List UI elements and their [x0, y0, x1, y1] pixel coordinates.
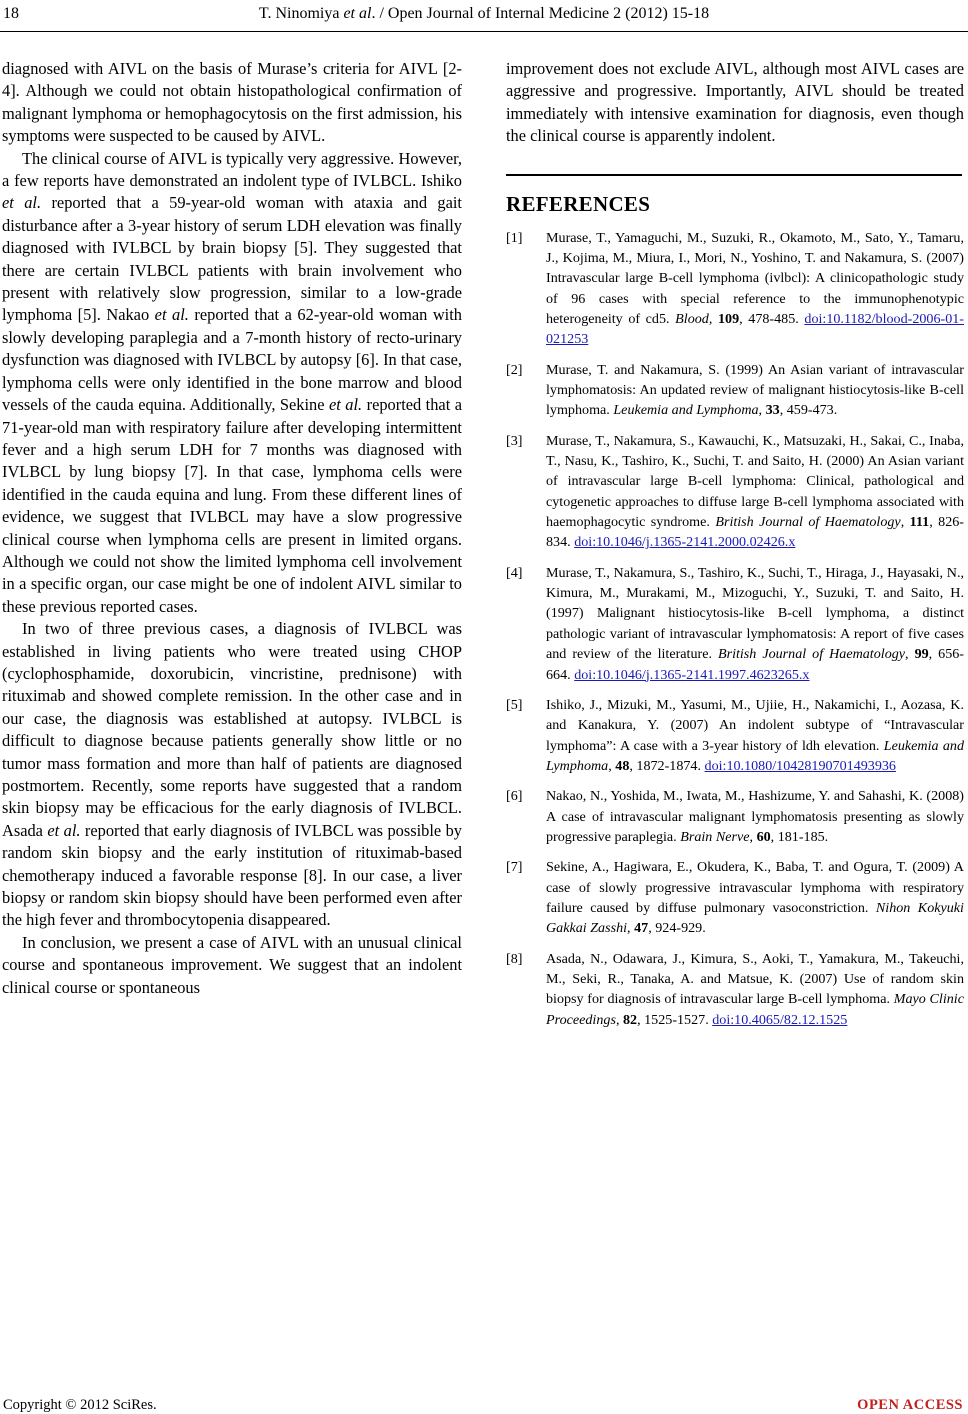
reference-text: Asada, N., Odawara, J., Kimura, S., Aoki, T., Yamakura, M., Takeuchi, M., Seki, R., Tanaka, A. and Matsue, K. (2007) Use of random skin biopsy for diagnosis of intravascular large B-cell lymphoma. Mayo Clinic Proceedings, 82, 1525-1527. doi:10.4065/82.12.1525 [546, 950, 964, 1028]
reference-text: Murase, T., Yamaguchi, M., Suzuki, R., Okamoto, M., Sato, Y., Tamaru, J., Kojima, M., Miura, I., Mori, N., Yoshino, T. and Nakamura, S. (2007) Intravascular large B-cell lymphoma (ivlbcl): A clinicopathologic study of 96 cases with special reference to the immunophenotypic heterogeneity of cd5. Blood, 109, 478-485. doi:10.1182/blood-2006-01-021253 [546, 229, 964, 348]
reference-number: [1] [506, 229, 523, 246]
reference-journal: Leukemia and Lymphoma [613, 402, 759, 419]
reference-number: [5] [506, 696, 523, 713]
reference-number: [3] [506, 432, 523, 449]
reference-item [506, 949, 964, 1030]
open-access-label: OPEN ACCESS [857, 1397, 963, 1413]
body-paragraph: In conclusion, we present a case of AIVL with an unusual clinical course and spontaneous improvement. We suggest that an indolent clinical course or spontaneous [2, 932, 462, 997]
reference-text: Ishiko, J., Mizuki, M., Yasumi, M., Ujiie, H., Nakamichi, I., Aozasa, K. and Kanakura, Y. (2007) An indolent subtype of “Intravascular lymphoma”: A case with a 3-year history of ldh elevation. Leukemia and Lymphoma, 48, 1872-1874. doi:10.1080/10428190701493936 [546, 696, 964, 774]
reference-list [506, 228, 964, 1030]
doi-link[interactable]: doi:10.1046/j.1365-2141.2000.02426.x [574, 534, 796, 551]
reference-number: [7] [506, 859, 523, 876]
reference-text: Murase, T. and Nakamura, S. (1999) An Asian variant of intravascular lymphomatosis: An updated review of malignant histiocytosis-like B-cell lymphoma. Leukemia and Lymphoma, 33, 459-473. [546, 361, 964, 419]
reference-volume: 33 [765, 402, 780, 419]
reference-item [506, 360, 964, 421]
reference-volume: 82 [622, 1011, 638, 1028]
conclusion-continuation: improvement does not exclude AIVL, although most AIVL cases are aggressive and progressive. Importantly, AIVL should be treated immediately with intensive examination for diagnosis, even though the clinical course is apparently indolent. [506, 59, 964, 146]
doi-link[interactable]: doi:10.1182/blood-2006-01-021253 [546, 311, 964, 348]
reference-number: [2] [506, 361, 523, 378]
reference-volume: 99 [914, 646, 929, 663]
body-paragraph: In two of three previous cases, a diagnosis of IVLBCL was established in living patients who were treated using CHOP (cyclophosphamide, doxorubicin, vincristine, prednisone) with rituximab and showed complete remission. In the other case and in our case, the diagnosis was established at autopsy. IVLBCL is difficult to diagnose because patients generally show little or no tumor mass formation and more than half of patients are diagnosed postmortem. Recently, some reports have suggested that a random skin biopsy may be efficacious for the early diagnosis of IVLBCL. Asada et al. reported that early diagnosis of IVLBCL was possible by random skin biopsy and the early institution of rituximab-based chemotherapy induced a favorable response [8]. In our case, a liver biopsy or random skin biopsy should have been performed even after the high fever and thrombocytopenia disappeared. [2, 619, 463, 930]
doi-link[interactable]: doi:10.1080/10428190701493936 [704, 757, 896, 774]
doi-link[interactable]: doi:10.1046/j.1365-2141.1997.4623265.x [574, 666, 810, 683]
reference-item [506, 431, 964, 553]
reference-item [506, 563, 964, 685]
left-column [2, 58, 462, 999]
reference-text: Murase, T., Nakamura, S., Kawauchi, K., Matsuzaki, H., Sakai, C., Inaba, T., Nasu, K., Tashiro, K., Suchi, T. and Saito, H. (2000) An Asian variant of intravascular large B-cell lymphoma: Clinical, pathological and cytogenetic approaches to diffuse large B-cell lymphoma associated with haemophagocytic syndrome. British Journal of Haematology, 111, 826-834. doi:10.1046/j.1365-2141.2000.02426.x [546, 432, 965, 551]
reference-journal: Nihon Kokyuki Gakkai Zasshi [546, 899, 964, 937]
reference-journal: Blood [675, 311, 709, 327]
reference-journal: Brain Nerve [680, 828, 750, 845]
reference-text: Nakao, N., Yoshida, M., Iwata, M., Hashizume, Y. and Sahashi, K. (2008) A case of intravascular malignant lymphomatosis presenting as slowly progressive paraplegia. Brain Nerve, 60, 181-185. [546, 788, 964, 845]
reference-journal: British Journal of Haematology [717, 646, 906, 663]
reference-number: [8] [506, 950, 523, 967]
body-paragraph: diagnosed with AIVL on the basis of Murase’s criteria for AIVL [2-4]. Although we could not obtain histopathological confirmation of malignant lymphoma or hemophagocytosis on the first admission, his symptoms were suspected to be caused by AIVL. [2, 59, 462, 146]
reference-volume: 47 [634, 920, 649, 937]
reference-item [506, 857, 964, 938]
right-column [506, 58, 964, 1040]
reference-number: [6] [506, 788, 523, 805]
reference-item [506, 786, 964, 847]
copyright-notice: Copyright © 2012 SciRes. [3, 1397, 157, 1413]
reference-number: [4] [506, 564, 523, 581]
reference-text: Murase, T., Nakamura, S., Tashiro, K., Suchi, T., Hiraga, J., Hayasaki, N., Kimura, M., Murakami, M., Mizoguchi, Y., Suzuki, T. and Saito, H. (1997) Malignant histiocytosis-like B-cell lymphoma, a distinct pathologic variant of intravascular lymphomatosis: A report of five cases and review of the literature. British Journal of Haematology, 99, 656-664. doi:10.1046/j.1365-2141.1997.4623265.x [546, 564, 964, 683]
page-number: 18 [3, 5, 19, 22]
reference-volume: 48 [615, 757, 630, 774]
header-rule [0, 31, 968, 32]
reference-item [506, 695, 964, 776]
reference-journal: Leukemia and Lymphoma [546, 737, 964, 774]
reference-journal: Mayo Clinic Proceedings [546, 991, 964, 1028]
reference-volume: 111 [909, 514, 930, 531]
references-heading: REFERENCES [506, 191, 651, 216]
references-rule [506, 174, 962, 176]
reference-item [506, 228, 964, 350]
reference-volume: 109 [718, 311, 740, 327]
reference-journal: British Journal of Haematology [715, 514, 901, 531]
reference-volume: 60 [756, 828, 771, 845]
running-title: T. Ninomiya et al. / Open Journal of Internal Medicine 2 (2012) 15-18 [258, 5, 710, 22]
doi-link[interactable]: doi:10.4065/82.12.1525 [712, 1011, 848, 1028]
reference-text: Sekine, A., Hagiwara, E., Okudera, K., Baba, T. and Ogura, T. (2009) A case of slowly progressive intravascular lymphoma with respiratory failure caused by diffuse pulmonary vasoconstriction. Nihon Kokyuki Gakkai Zasshi, 47, 924-929. [546, 859, 964, 937]
body-paragraph: The clinical course of AIVL is typically very aggressive. However, a few reports have demonstrated an indolent type of IVLBCL. Ishiko et al. reported that a 59-year-old woman with ataxia and gait disturbance after a 3-year history of serum LDH elevation was finally diagnosed with IVLBCL by brain biopsy [5]. They suggested that there are certain IVLBCL patients with brain involvement who present with relatively slow progression, similar to a low-grade lymphoma [5]. Nakao et al. reported that a 62-year-old woman with slowly developing paraplegia and a 7-month history of recto-urinary dysfunction was diagnosed with IVLBCL by autopsy [6]. In that case, lymphoma cells were only identified in the bone marrow and blood vessels of the cauda equina. Additionally, Sekine et al. reported that a 71-year-old man with respiratory failure after developing intermittent fever and a high serum LDH for 7 months was diagnosed with IVLBCL by lung biopsy [7]. In that case, lymphoma cells were identified in the cauda equina and lung. From these different lines of evidence, we suggest that IVLBCL may have a slow progressive clinical course when lymphoma cells are present in limited organs. Although we could not show the limited lymphoma cell involvement in a specific organ, our case might be one of indolent AIVL similar to these previous reported cases. [2, 148, 462, 616]
